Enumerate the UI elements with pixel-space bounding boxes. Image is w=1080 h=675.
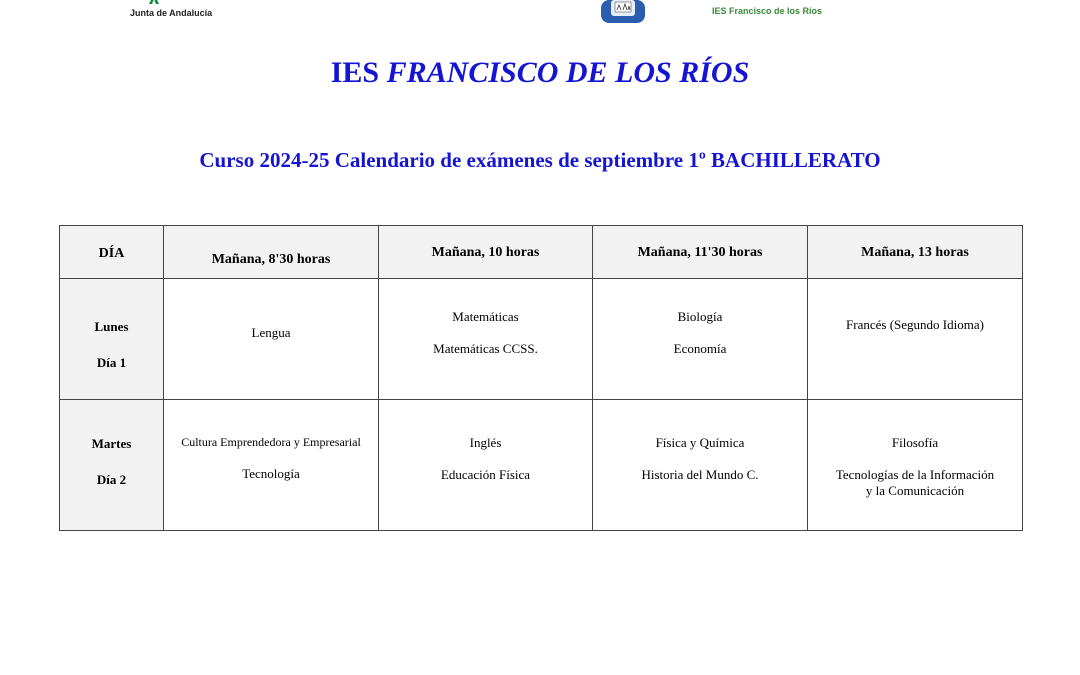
- school-crest-icon: [601, 0, 645, 23]
- day-name: Lunes: [94, 319, 129, 334]
- exam-cell: [164, 400, 379, 531]
- table-row: [60, 279, 1023, 400]
- subject: Francés (Segundo Idioma): [846, 317, 984, 332]
- table-header-row: [60, 226, 1023, 279]
- subject: y la Comunicación: [865, 483, 965, 498]
- day-name: Martes: [91, 436, 132, 451]
- table-row: [60, 400, 1023, 531]
- title-school-name: FRANCISCO DE LOS RÍOS: [386, 56, 750, 89]
- exam-cell: [379, 279, 593, 400]
- day-cell: [60, 279, 164, 400]
- subject: Economía: [673, 341, 727, 356]
- header-day: DÍA: [60, 226, 164, 279]
- exam-cell: [808, 400, 1023, 531]
- exam-cell: [164, 279, 379, 400]
- junta-emblem-icon: [148, 0, 160, 4]
- subject: Biología: [677, 309, 723, 324]
- junta-label: Junta de Andalucía: [130, 8, 213, 18]
- page-subtitle: Curso 2024-25 Calendario de exámenes de septiembre 1º BACHILLERATO: [199, 148, 881, 172]
- junta-de-andalucia-logo: [130, 0, 213, 22]
- header-slot-1000: Mañana, 10 horas: [379, 226, 593, 279]
- exam-cell: [593, 400, 808, 531]
- day-cell: [60, 400, 164, 531]
- subject: Matemáticas CCSS.: [433, 341, 538, 356]
- subject: Historia del Mundo C.: [641, 467, 759, 482]
- subject: Educación Física: [440, 467, 531, 482]
- school-name-label: IES Francisco de los Ríos: [712, 6, 823, 16]
- subject: Cultura Emprendedora y Empresarial: [181, 435, 361, 449]
- subject: Inglés: [469, 435, 502, 450]
- title-prefix: IES: [330, 56, 387, 89]
- header-slot-1300: Mañana, 13 horas: [808, 226, 1023, 279]
- subject: Matemáticas: [452, 309, 519, 324]
- day-number: Día 2: [96, 472, 127, 487]
- page-title: [0, 52, 1080, 94]
- exam-cell: [808, 279, 1023, 400]
- school-crest-logo: [601, 0, 645, 23]
- subject: Tecnología: [242, 466, 300, 481]
- exam-cell: [379, 400, 593, 531]
- subject: Lengua: [251, 325, 291, 340]
- header-slot-1130: Mañana, 11'30 horas: [593, 226, 808, 279]
- day-number: Día 1: [96, 355, 127, 370]
- subject: Tecnologías de la Información: [835, 467, 995, 482]
- subject: Filosofía: [891, 435, 939, 450]
- subject: Física y Química: [655, 435, 745, 450]
- exam-calendar-table: [59, 225, 1023, 531]
- exam-cell: [593, 279, 808, 400]
- header-slot-0830: Mañana, 8'30 horas: [164, 226, 379, 279]
